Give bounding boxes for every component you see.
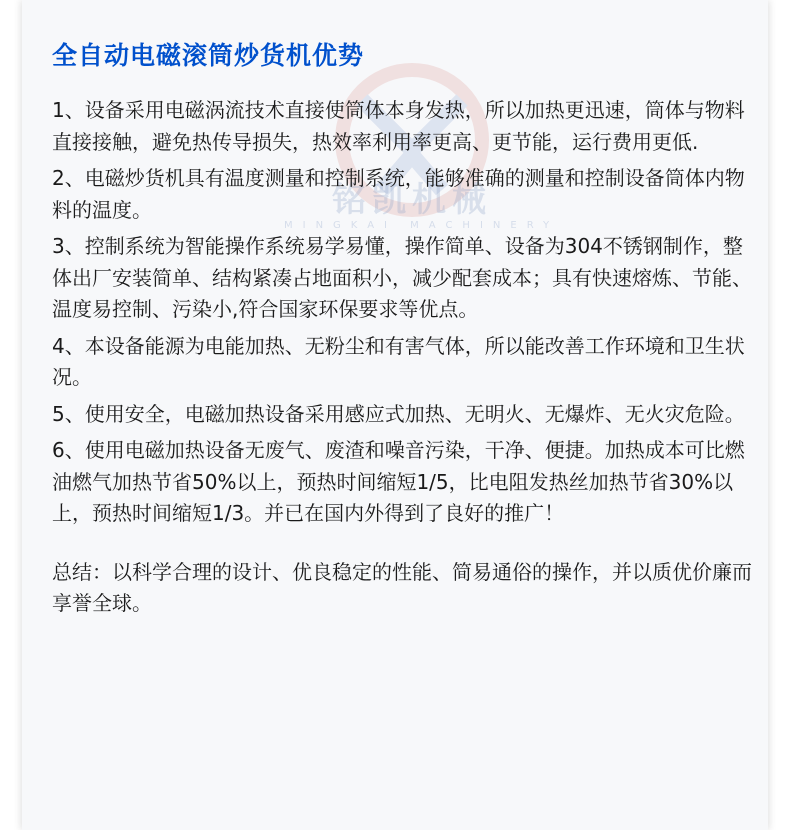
advantage-item-4: 4、本设备能源为电能加热、无粉尘和有害气体，所以能改善工作环境和卫生状况。	[52, 333, 745, 389]
brand-watermark-text: 铭凯机械	[332, 180, 492, 220]
advantage-item-1: 1、设备采用电磁涡流技术直接使筒体本身发热，所以加热更迅速，筒体与物料直接接触，避免热传导损失，热效率利用率更高、更节能，运行费用更低.	[52, 98, 745, 154]
advantage-item-3: 3、控制系统为智能操作系统易学易懂，操作简单、设备为304不锈钢制作，整体出厂安装简单、结构紧凑占地面积小，减少配套成本；具有快速熔炼、节能、温度易控制、污染小,符合国家环保要求等优点。	[52, 234, 752, 321]
page-title: 全自动电磁滚筒炒货机优势	[52, 41, 365, 70]
brand-watermark-subtext: MINGKAI MACHINERY	[284, 220, 560, 231]
advantage-item-6: 6、使用电磁加热设备无废气、废渣和噪音污染，干净、便捷。加热成本可比燃油燃气加热节省50%以上，预热时间缩短1/5，比电阻发热丝加热节省30%以上，预热时间缩短1/3。并已在国内外得到了良好的推广！	[52, 438, 745, 525]
advantages-list	[52, 95, 752, 625]
summary-paragraph: 总结：以科学合理的设计、优良稳定的性能、简易通俗的操作，并以质优价廉而享誉全球。	[52, 559, 752, 615]
advantage-item-5: 5、使用安全，电磁加热设备采用感应式加热、无明火、无爆炸、无火灾危险。	[52, 401, 745, 426]
content-card	[22, 0, 768, 830]
advantage-item-2: 2、电磁炒货机具有温度测量和控制系统，能够准确的测量和控制设备筒体内物料的温度。	[52, 166, 745, 222]
